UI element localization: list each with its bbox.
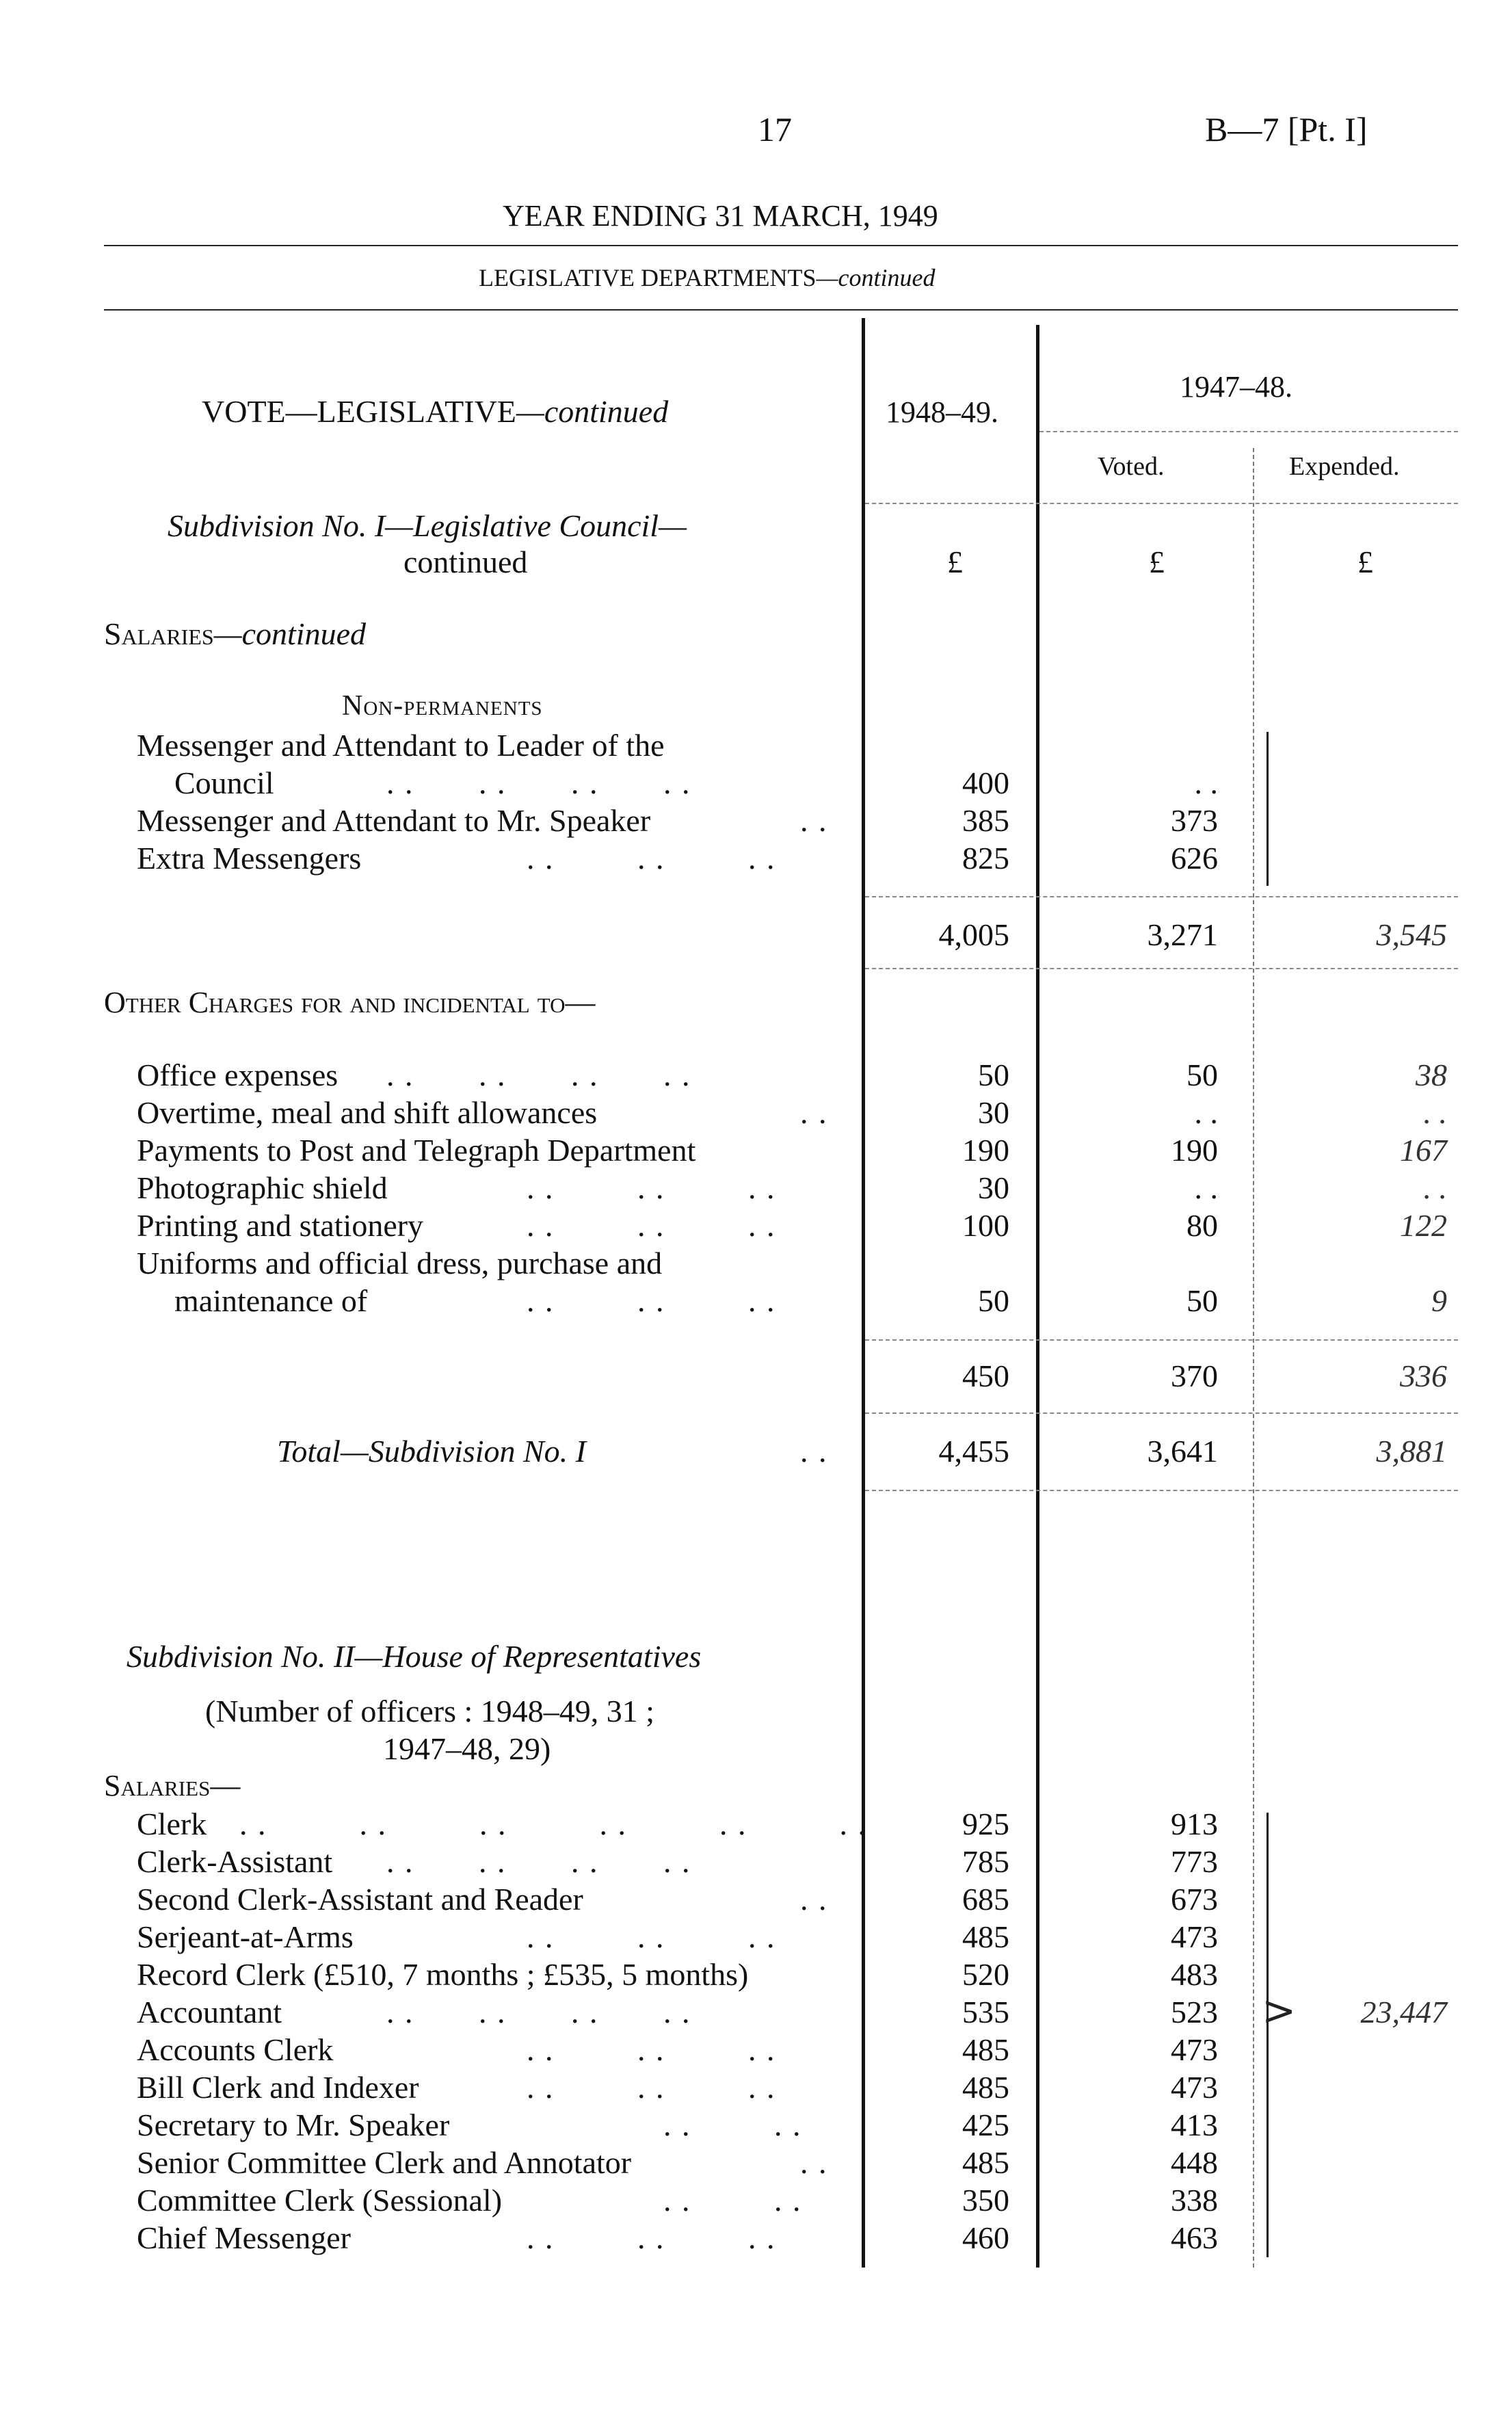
- value-current: 785: [962, 1844, 1009, 1879]
- value-current: 190: [962, 1133, 1009, 1168]
- value-expended: . .: [1423, 1170, 1447, 1205]
- table-row: [0, 2144, 1512, 2181]
- leader-dots: . . . . . .: [527, 1208, 776, 1243]
- currency-voted: £: [1149, 544, 1165, 579]
- value-current: 385: [962, 803, 1009, 838]
- department-heading-main: LEGISLATIVE DEPARTMENTS: [479, 264, 817, 291]
- value-expended: 122: [1400, 1208, 1447, 1243]
- leader-dots: . . . . . .: [527, 2070, 776, 2105]
- value-voted: 50: [1186, 1057, 1218, 1092]
- leader-dots: . . . .: [663, 2107, 802, 2142]
- row-label: Secretary to Mr. Speaker: [137, 2107, 450, 2142]
- page-number: 17: [758, 110, 792, 148]
- table-row: [0, 1919, 1512, 1956]
- table-row: [0, 1881, 1512, 1918]
- value-voted: 80: [1186, 1208, 1218, 1243]
- subtotal-voted: 3,271: [1147, 917, 1218, 952]
- header-subrule: [1039, 431, 1458, 432]
- table-row: [0, 2107, 1512, 2144]
- subtotal-rule: [865, 1412, 1458, 1414]
- row-label: Bill Clerk and Indexer: [137, 2070, 419, 2105]
- value-voted: 913: [1171, 1806, 1218, 1841]
- row-label: Clerk: [137, 1806, 207, 1841]
- value-voted: 190: [1171, 1133, 1218, 1168]
- value-voted: . .: [1194, 1170, 1218, 1205]
- value-voted: 773: [1171, 1844, 1218, 1879]
- leader-dots: . . . .: [663, 2183, 802, 2218]
- value-current: 925: [962, 1806, 1009, 1841]
- value-voted: 448: [1171, 2145, 1218, 2180]
- value-current: 50: [978, 1057, 1009, 1092]
- row-label: Payments to Post and Telegraph Department: [137, 1133, 696, 1168]
- row-label: Photographic shield: [137, 1170, 388, 1205]
- leader-dots: . . . . . . . .: [386, 1995, 691, 2029]
- value-expended: . .: [1423, 1095, 1447, 1130]
- vote-heading-main: VOTE—LEGISLATIVE: [202, 394, 516, 429]
- header-rule: [104, 309, 1458, 311]
- subtotal-rule: [865, 896, 1458, 897]
- grand-total-current: 4,455: [938, 1434, 1009, 1469]
- leader-dots: . .: [800, 2145, 828, 2180]
- subdivision1-title-cont: continued: [403, 544, 528, 579]
- value-voted: 473: [1171, 1919, 1218, 1954]
- leader-dots: . . . . . . . . . . . .: [239, 1806, 867, 1841]
- row-label: Second Clerk-Assistant and Reader: [137, 1882, 583, 1917]
- table-row: [0, 1057, 1512, 1094]
- table-row: [0, 1843, 1512, 1880]
- value-current: 485: [962, 2145, 1009, 2180]
- table-row: [0, 2182, 1512, 2219]
- value-voted: 50: [1186, 1283, 1218, 1318]
- currency-current: £: [947, 544, 963, 579]
- leader-dots: . . . . . .: [527, 841, 776, 876]
- leader-dots: . . . . . .: [527, 2032, 776, 2067]
- table-row: [0, 1806, 1512, 1843]
- table-row: [0, 1094, 1512, 1131]
- col-expended-header: Expended.: [1289, 452, 1400, 481]
- value-current: 30: [978, 1170, 1009, 1205]
- salaries-heading-suffix: —continued: [213, 616, 366, 651]
- leader-dots: . . . . . . . .: [386, 765, 691, 800]
- subtotal-current: 4,005: [938, 917, 1009, 952]
- page-reference: B—7 [Pt. I]: [1205, 110, 1368, 148]
- row-label: Accountant: [137, 1995, 282, 2029]
- officers-line2: 1947–48, 29): [383, 1731, 551, 1766]
- value-current: 50: [978, 1283, 1009, 1318]
- top-rule: [104, 245, 1458, 246]
- table-row: [0, 840, 1512, 877]
- value-current: 685: [962, 1882, 1009, 1917]
- row-label: Record Clerk (£510, 7 months ; £535, 5 months): [137, 1957, 749, 1992]
- table-row: [0, 1245, 1512, 1282]
- leader-dots: . . . . . .: [527, 1283, 776, 1318]
- value-current: 460: [962, 2220, 1009, 2255]
- salaries-heading: [104, 616, 366, 652]
- year-heading: YEAR ENDING 31 MARCH, 1949: [503, 199, 938, 233]
- row-label: Serjeant-at-Arms: [137, 1919, 354, 1954]
- currency-expended: £: [1357, 544, 1373, 579]
- vote-heading: [202, 393, 668, 430]
- total-rule: [865, 1490, 1458, 1491]
- value-voted: 463: [1171, 2220, 1218, 2255]
- leader-dots: . . . . . . . .: [386, 1057, 691, 1092]
- table-row: [0, 1132, 1512, 1169]
- subtotal-expended: 3,545: [1376, 917, 1447, 952]
- value-current: 100: [962, 1208, 1009, 1243]
- col-current-header: 1948–49.: [886, 395, 998, 429]
- table-row: [0, 765, 1512, 802]
- value-current: 400: [962, 765, 1009, 800]
- table-row: [0, 1207, 1512, 1244]
- row-label: Overtime, meal and shift allowances: [137, 1095, 598, 1130]
- row-label: Clerk-Assistant: [137, 1844, 333, 1879]
- col-previous-header: 1947–48.: [1180, 370, 1292, 404]
- row-label: Uniforms and official dress, purchase and: [137, 1246, 663, 1280]
- value-voted: 483: [1171, 1957, 1218, 1992]
- value-current: 485: [962, 2070, 1009, 2105]
- col-voted-header: Voted.: [1098, 452, 1165, 481]
- value-current: 425: [962, 2107, 1009, 2142]
- nonpermanents-heading: Non-permanents: [342, 690, 543, 722]
- row-label: Extra Messengers: [137, 841, 362, 876]
- value-current: 520: [962, 1957, 1009, 1992]
- table-row: [0, 727, 1512, 764]
- row-label: Senior Committee Clerk and Annotator: [137, 2145, 632, 2180]
- table-row: [0, 802, 1512, 839]
- subdivision1-title: Subdivision No. I—Legislative Council—: [168, 508, 687, 543]
- subtotal-voted: 370: [1171, 1358, 1218, 1393]
- bracket-point: >: [1262, 1987, 1297, 2035]
- value-current: 485: [962, 2032, 1009, 2067]
- row-label: Office expenses: [137, 1057, 339, 1092]
- salaries-heading-label: Salaries: [104, 616, 214, 651]
- value-current: 825: [962, 841, 1009, 876]
- leader-dots: . .: [800, 1095, 828, 1130]
- grand-total-row: [0, 1433, 1512, 1470]
- subtotal-current: 450: [962, 1358, 1009, 1393]
- value-voted: 373: [1171, 803, 1218, 838]
- header-bottom-rule: [865, 503, 1458, 504]
- table-row: [0, 1170, 1512, 1207]
- officers-line1: (Number of officers : 1948–49, 31 ;: [205, 1694, 655, 1729]
- department-heading-suffix: —continued: [816, 264, 936, 291]
- table-row: [0, 1283, 1512, 1319]
- value-current: 350: [962, 2183, 1009, 2218]
- row-label: Messenger and Attendant to Mr. Speaker: [137, 803, 651, 838]
- leader-dots: . . . . . .: [527, 1919, 776, 1954]
- subtotal-rule: [865, 1339, 1458, 1341]
- value-voted: 473: [1171, 2032, 1218, 2067]
- row-label: Committee Clerk (Sessional): [137, 2183, 503, 2218]
- value-expended: 9: [1431, 1283, 1447, 1318]
- leader-dots: . . . . . .: [527, 1170, 776, 1205]
- leader-dots: . .: [800, 803, 828, 838]
- grand-total-voted: 3,641: [1147, 1434, 1218, 1469]
- table-row: [0, 2032, 1512, 2068]
- subtotal-expended: 336: [1400, 1358, 1447, 1393]
- salaries-heading-2: Salaries—: [104, 1769, 241, 1802]
- value-voted: 673: [1171, 1882, 1218, 1917]
- value-voted: 523: [1171, 1995, 1218, 2029]
- bracket-subdivision2: [1266, 1813, 1269, 2257]
- row-label: Messenger and Attendant to Leader of the: [137, 728, 665, 763]
- grand-total-expended: 3,881: [1376, 1434, 1447, 1469]
- value-voted: 626: [1171, 841, 1218, 876]
- table-row: [0, 2069, 1512, 2106]
- leader-dots: . .: [800, 1882, 828, 1917]
- subtotal-row: [0, 917, 1512, 954]
- subtotal-rule: [865, 968, 1458, 969]
- row-label: Printing and stationery: [137, 1208, 424, 1243]
- value-current: 30: [978, 1095, 1009, 1130]
- value-current: 535: [962, 1995, 1009, 2029]
- other-charges-heading: Other Charges for and incidental to—: [104, 986, 596, 1019]
- value-voted: . .: [1194, 765, 1218, 800]
- subdivision2-title: Subdivision No. II—House of Representatives: [127, 1639, 702, 1674]
- value-expended: 167: [1400, 1133, 1447, 1168]
- value-voted: 338: [1171, 2183, 1218, 2218]
- value-voted: . .: [1194, 1095, 1218, 1130]
- value-voted: 413: [1171, 2107, 1218, 2142]
- bracket-nonperm: [1266, 732, 1269, 886]
- table-row: [0, 2220, 1512, 2257]
- value-expended: 38: [1416, 1057, 1447, 1092]
- value-voted: 473: [1171, 2070, 1218, 2105]
- row-label: Chief Messenger: [137, 2220, 351, 2255]
- grand-total-label: Total—Subdivision No. I: [277, 1434, 586, 1469]
- row-label: Accounts Clerk: [137, 2032, 334, 2067]
- value-current: 485: [962, 1919, 1009, 1954]
- subtotal-row: [0, 1358, 1512, 1395]
- row-label-cont: Council: [174, 765, 274, 800]
- row-label-cont: maintenance of: [174, 1283, 368, 1318]
- leader-dots: . . . . . . . .: [386, 1844, 691, 1879]
- bracket-total-expended: 23,447: [1360, 1995, 1447, 2029]
- leader-dots: . .: [800, 1434, 828, 1469]
- leader-dots: . . . . . .: [527, 2220, 776, 2255]
- department-heading: [479, 263, 936, 292]
- vote-heading-suffix: —continued: [516, 394, 669, 429]
